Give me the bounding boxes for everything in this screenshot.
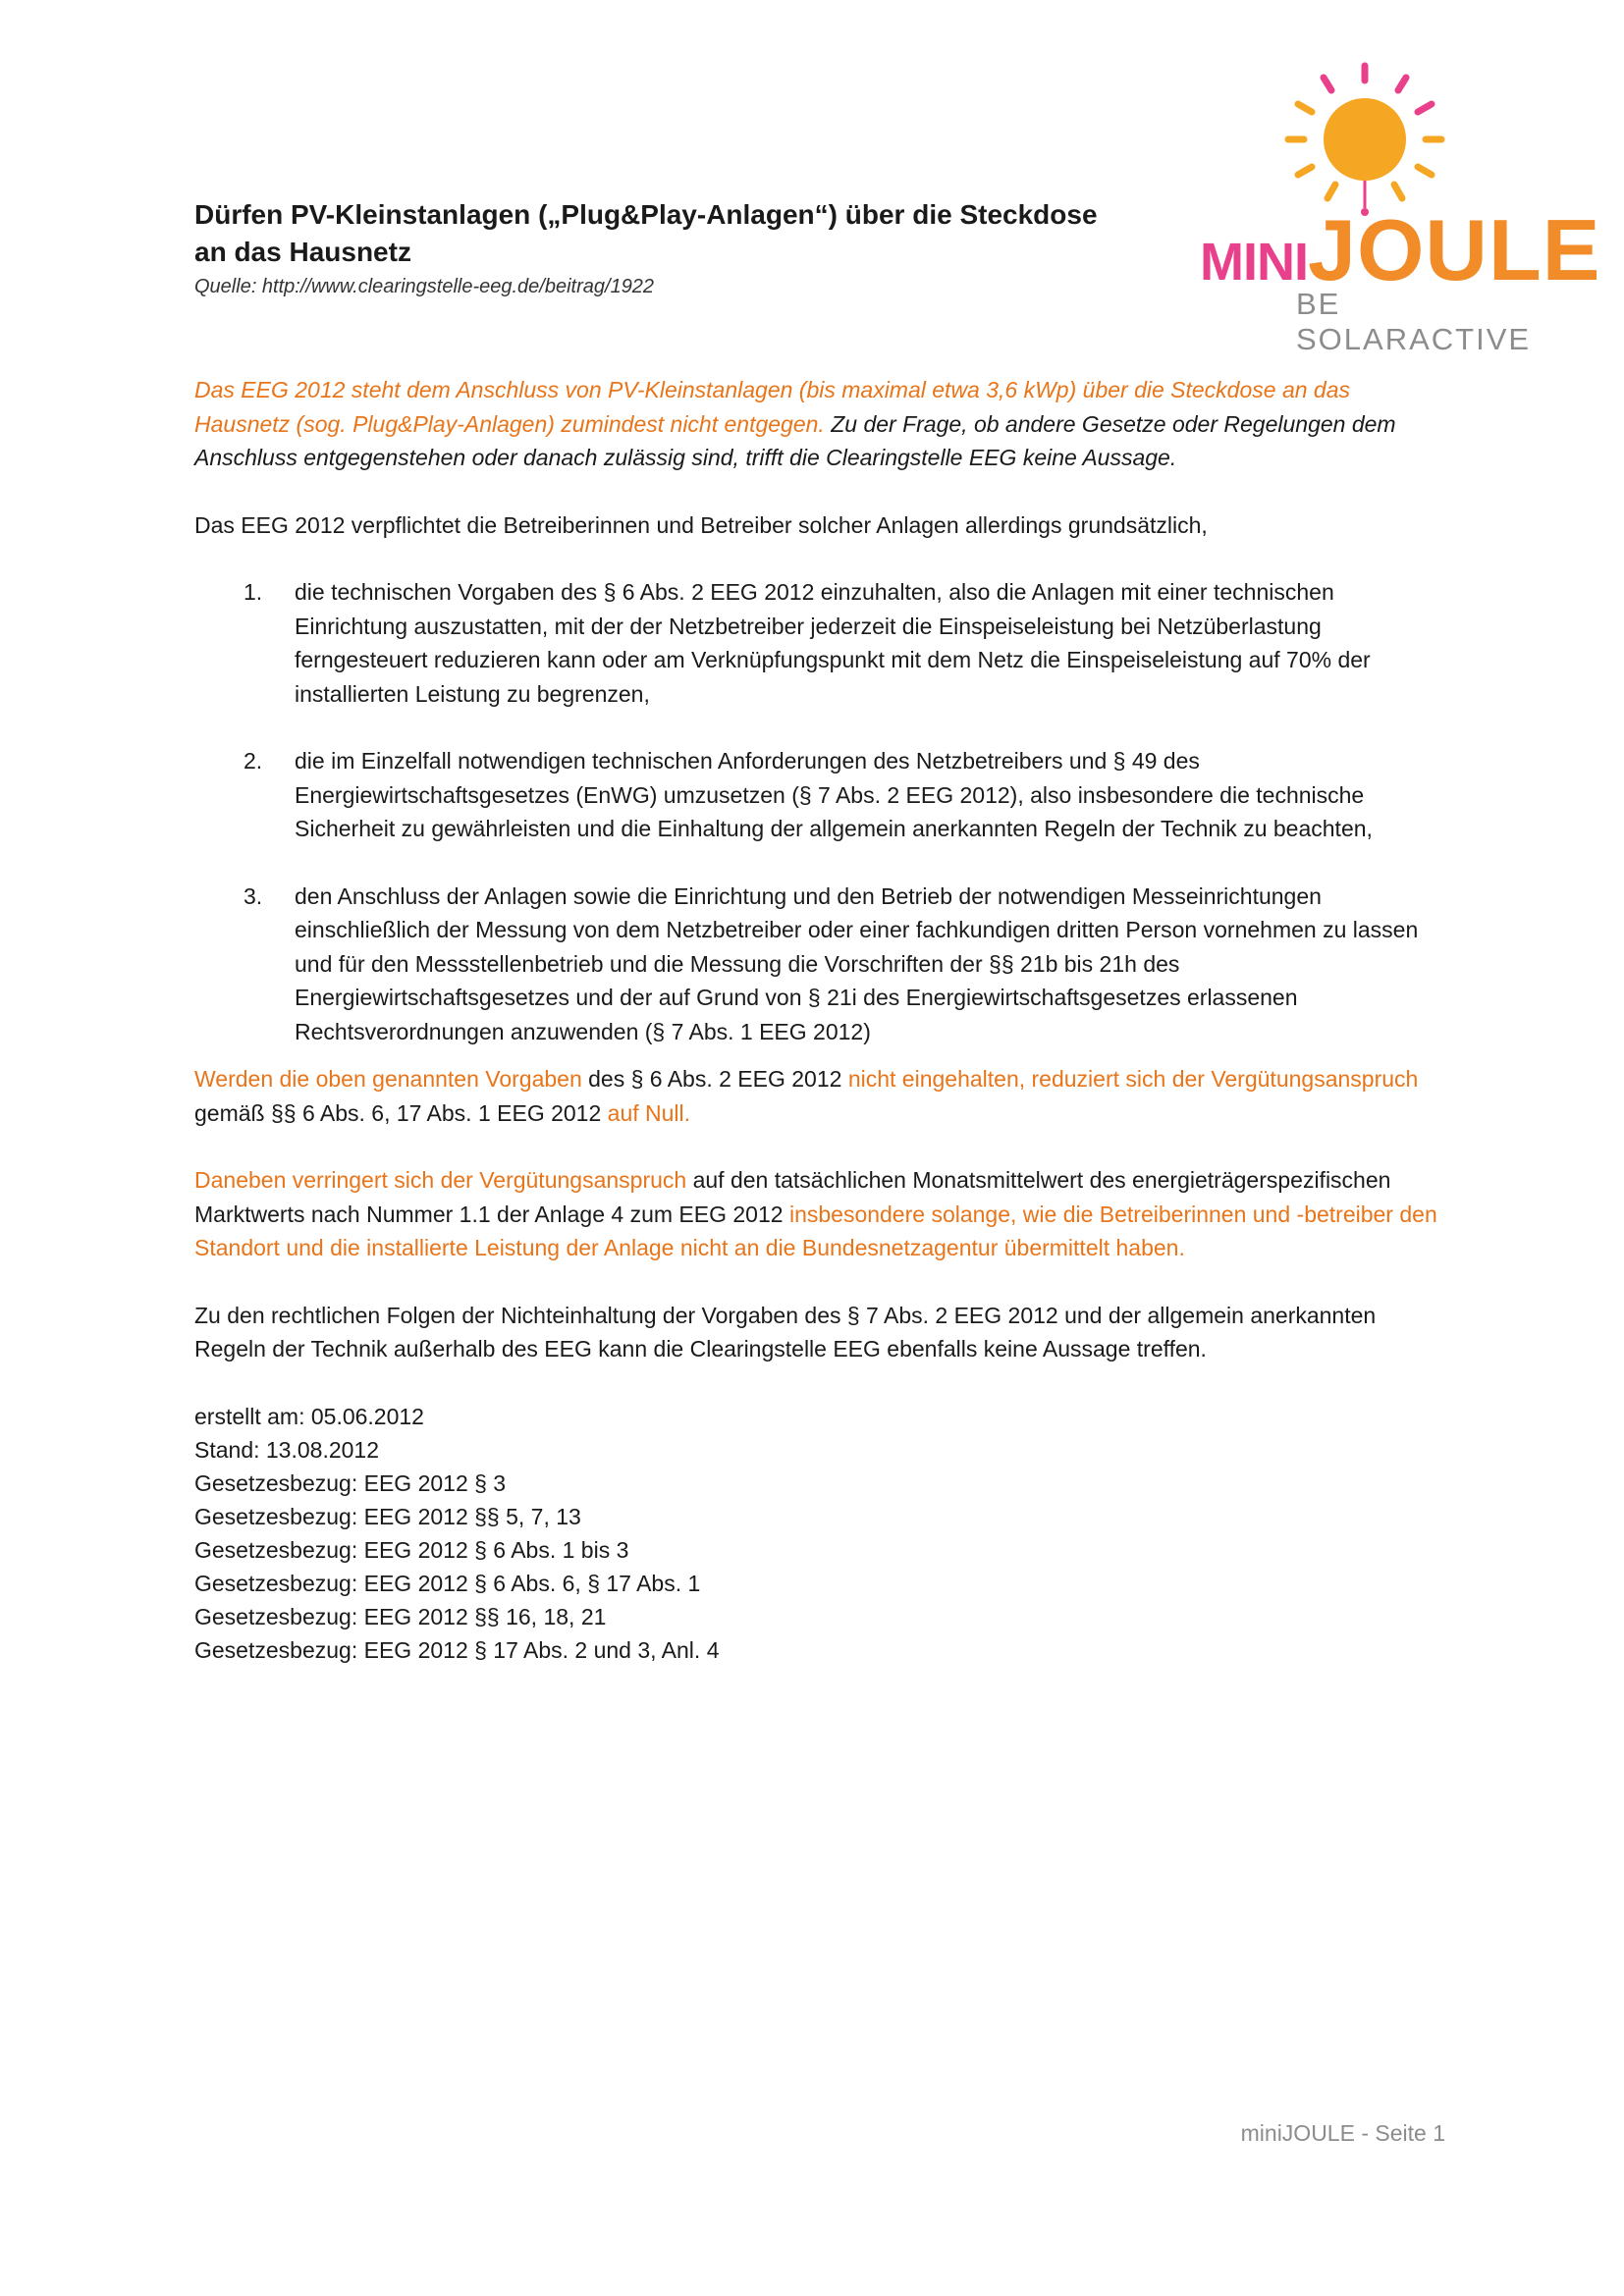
list-item [194,575,1441,711]
reduction-part-1: Daneben verringert sich der Vergütungsanspruch [194,1167,687,1193]
list-item-text: die im Einzelfall notwendigen technischen Anforderungen des Netzbetreibers und § 49 des Energiewirtschaftsgesetzes (EnWG) umzusetzen (§ 7 Abs. 2 EEG 2012), also insbesondere die technische Sicherheit zu gewährleisten und die Einhaltung der allgemein anerkannten Regeln der Technik zu beachten, [295,748,1373,841]
reduction-part-3: insbesondere solange, wie die Betreiberinnen und -betreiber den Standort und die installierte Leistung der Anlage nicht an die Bundesnetzagentur übermittelt haben. [194,1201,1437,1260]
law-reference: Gesetzesbezug: EEG 2012 § 6 Abs. 6, § 17 Abs. 1 [194,1570,701,1596]
document-body [194,373,1441,1667]
consequence-part-4: gemäß §§ 6 Abs. 6, 17 Abs. 1 EEG 2012 [194,1099,608,1126]
list-item [194,744,1441,846]
law-reference: Gesetzesbezug: EEG 2012 § 3 [194,1469,507,1496]
created-date: erstellt am: 05.06.2012 [194,1403,424,1429]
title-line-1: Dürfen PV-Kleinstanlagen („Plug&Play-Anlagen“) über die Steckdose [194,199,1098,230]
logo-wordmark [1200,200,1600,300]
list-item-text: die technischen Vorgaben des § 6 Abs. 2 EEG 2012 einzuhalten, also die Anlagen mit einer technischen Einrichtung auszustatten, mit der der Netzbetreiber jederzeit die Einspeiseleistung bei Netzüberlastung ferngesteuert reduzieren kann oder am Verknüpfungspunkt mit dem Netz die Einspeiseleistung auf 70% der installierten Leistung zu begrenzen, [295,579,1371,707]
page-footer: miniJOULE - Seite 1 [1240,2120,1445,2146]
obligation-intro: Das EEG 2012 verpflichtet die Betreiberinnen und Betreiber solcher Anlagen allerdings grundsätzlich, [194,511,1208,538]
closing-paragraph: Zu den rechtlichen Folgen der Nichteinhaltung der Vorgaben des § 7 Abs. 2 EEG 2012 und der allgemein anerkannten Regeln der Technik außerhalb des EEG kann die Clearingstelle EEG ebenfalls keine Aussage treffen. [194,1302,1377,1362]
metadata-block [194,1400,1441,1667]
consequence-part-2: des § 6 Abs. 2 EEG 2012 [581,1066,848,1092]
title-line-2: an das Hausnetz [194,237,411,267]
document-header [194,196,1176,300]
reduction-part-2: auf den tatsächlichen Monatsmittelwert des energieträgerspezifischen Marktwerts nach Nummer 1.1 der Anlage 4 zum EEG 2012 [194,1167,1391,1227]
document-title [194,196,1176,271]
list-number: 3. [244,882,263,909]
intro-highlight: Das EEG 2012 steht dem Anschluss von PV-Kleinstanlagen (bis maximal etwa 3,6 kWp) über die Steckdose an das Hausnetz (sog. Plug&Play-Anlagen) zumindest nicht entgegen. [194,377,1350,437]
consequence-part-3: nicht eingehalten, reduziert sich der Vergütungsanspruch [847,1066,1419,1092]
consequence-part-5: auf Null. [607,1099,691,1126]
logo-joule-text: JOULE [1308,201,1601,298]
logo-tagline: BE SOLARACTIVE [1296,287,1532,356]
reduction-paragraph [194,1163,1441,1265]
list-number: 1. [244,579,263,605]
law-reference: Gesetzesbezug: EEG 2012 §§ 5, 7, 13 [194,1503,581,1529]
intro-rest: Zu der Frage, ob andere Gesetze oder Regelungen dem Anschluss entgegenstehen oder danach zulässig sind, trifft die Clearingstelle EEG keine Aussage. [194,410,1396,470]
requirements-list [194,575,1441,1048]
list-item-text: den Anschluss der Anlagen sowie die Einrichtung und den Betrieb der notwendigen Messeinrichtungen einschließlich der Messung von dem Netzbetreiber oder einer fachkundigen dritten Person vornehmen zu lassen und für den Messstellenbetrieb und die Messung die Vorschriften der §§ 21b bis 21h des Energiewirtschaftsgesetzes und der auf Grund von § 21i des Energiewirtschaftsgesetzes erlassenen Rechtsverordnungen anzuwenden (§ 7 Abs. 1 EEG 2012) [295,882,1419,1044]
list-number: 2. [244,748,263,774]
law-reference: Gesetzesbezug: EEG 2012 §§ 16, 18, 21 [194,1603,607,1629]
logo-mini-text: MINI [1200,233,1308,292]
list-item [194,880,1441,1049]
consequence-paragraph [194,1062,1441,1130]
intro-paragraph [194,373,1441,475]
law-reference: Gesetzesbezug: EEG 2012 § 6 Abs. 1 bis 3 [194,1536,629,1563]
law-reference: Gesetzesbezug: EEG 2012 § 17 Abs. 2 und 3, Anl. 4 [194,1636,720,1663]
status-date: Stand: 13.08.2012 [194,1436,379,1463]
consequence-part-1: Werden die oben genannten Vorgaben [194,1066,582,1092]
source-line: Quelle: http://www.clearingstelle-eeg.de/beitrag/1922 [194,276,655,297]
minijoule-logo [1188,61,1601,356]
